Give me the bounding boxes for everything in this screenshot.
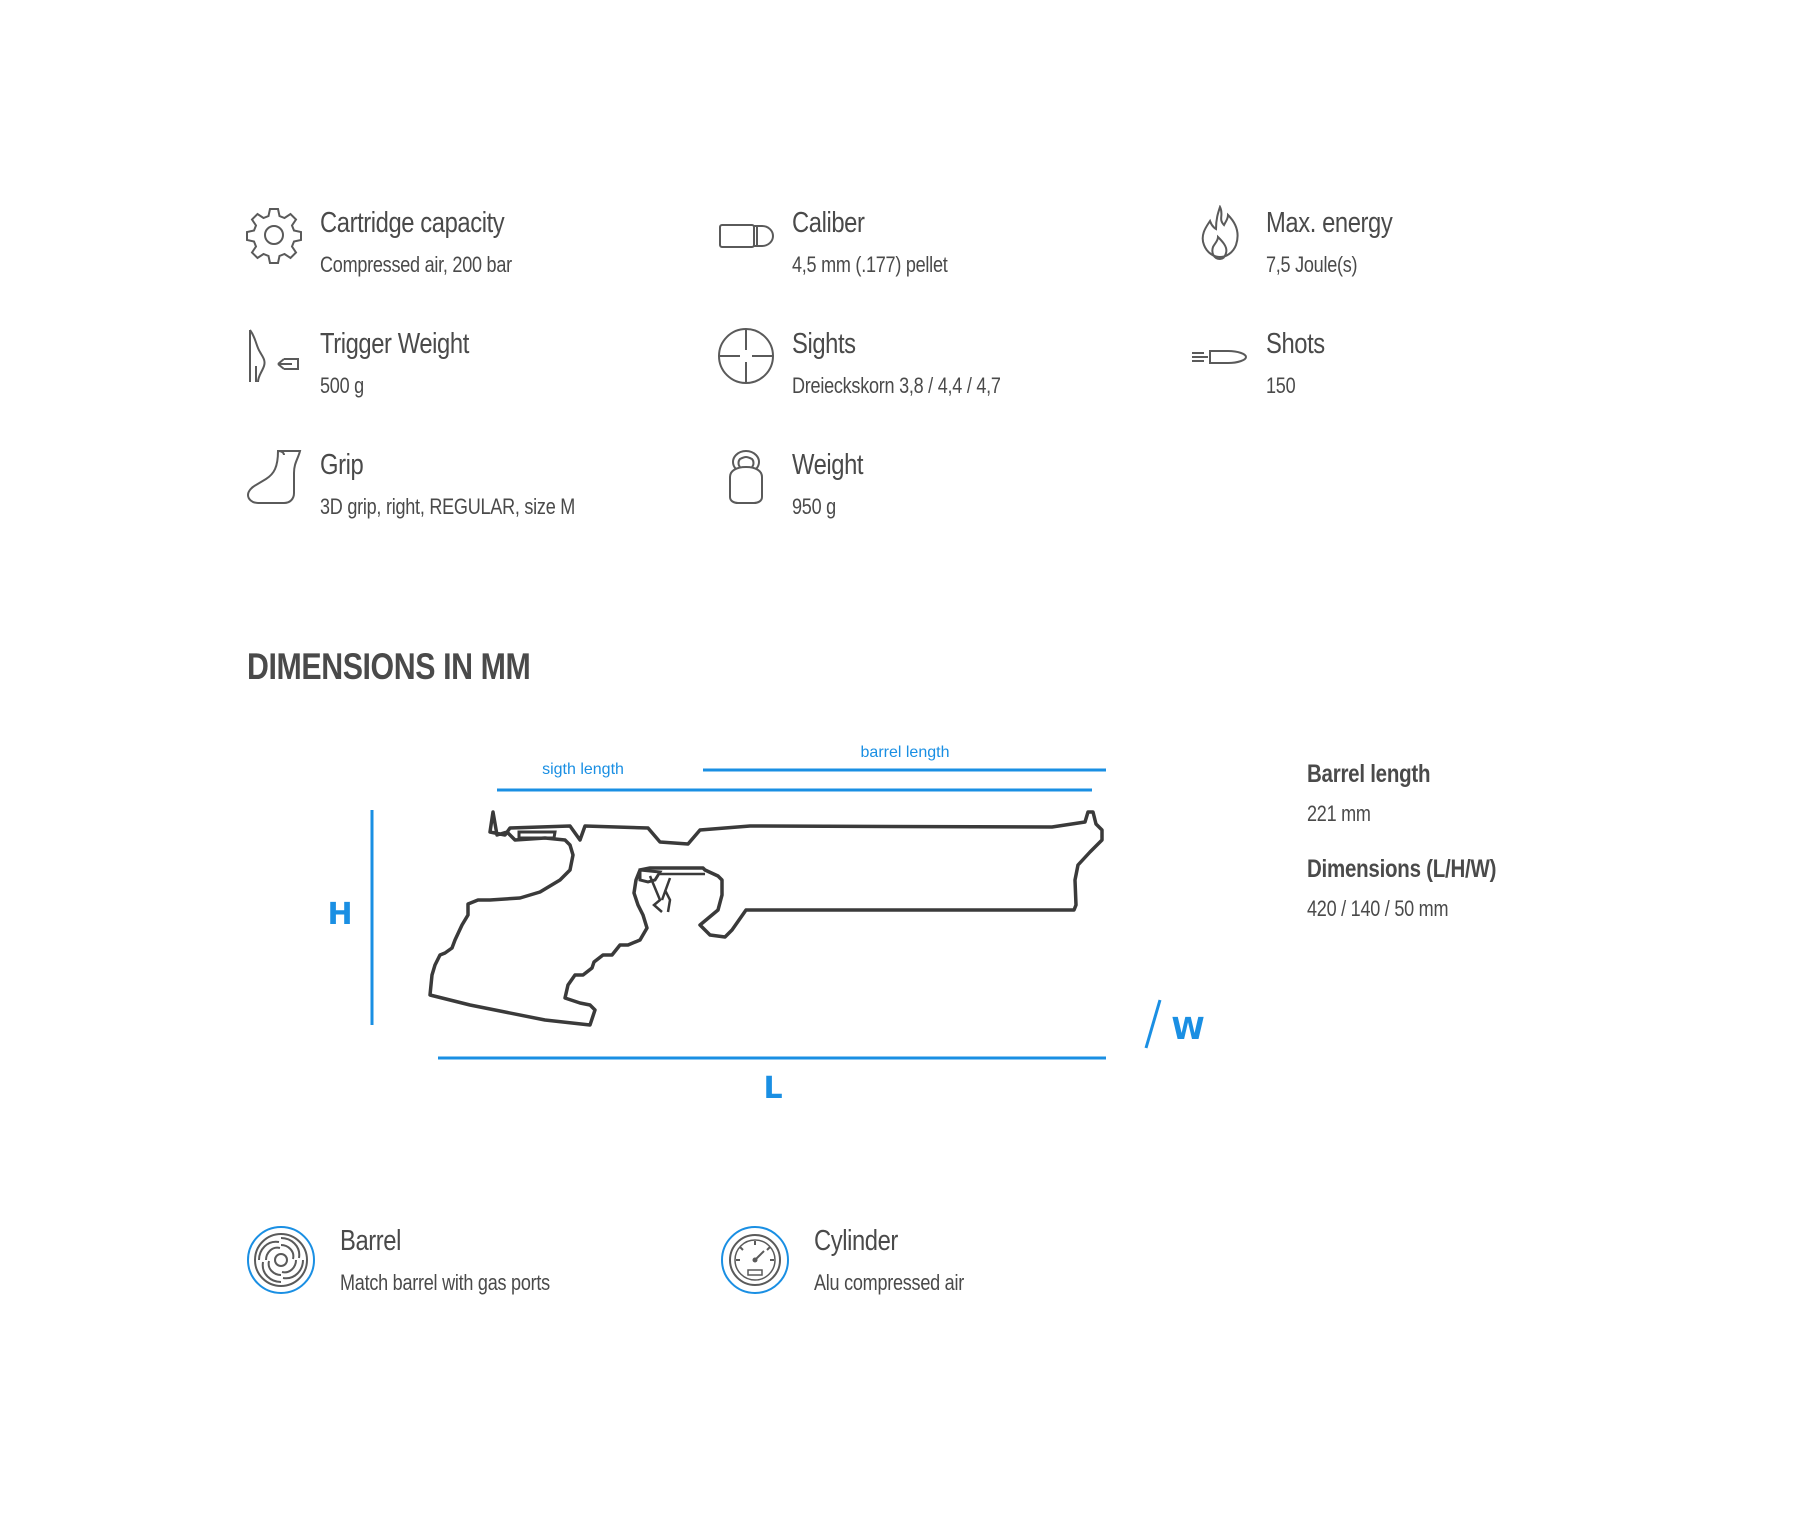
barrel-length-info [1307,760,1457,827]
spec-value: 4,5 mm (.177) pellet [792,252,948,277]
barrel-length-label: barrel length [860,744,950,761]
spec-title: Cartridge capacity [320,207,505,239]
spec-value: 950 g [792,494,836,519]
feature-value: Alu compressed air [814,1270,964,1295]
length-label: L [763,1071,783,1106]
spec-value: 3D grip, right, REGULAR, size M [320,494,576,519]
spec-title: Trigger Weight [320,328,469,360]
spec-value: 150 [1266,373,1296,398]
dimensions-title: Dimensions (L/H/W) [1307,855,1497,883]
spec-title: Grip [320,449,364,481]
section-title: DIMENSIONS IN MM [247,646,531,687]
spec-title: Caliber [792,207,865,239]
feature-barrel [246,1225,596,1296]
height-label: H [327,897,353,932]
spec-title: Sights [792,328,856,360]
spec-value: Compressed air, 200 bar [320,252,512,277]
dimensions-info [1307,855,1538,922]
pistol-outline [430,812,1102,1025]
spec-value: 7,5 Joule(s) [1266,252,1358,277]
feature-value: Match barrel with gas ports [340,1270,550,1295]
feature-title: Barrel [340,1225,401,1257]
feature-cylinder [720,1225,997,1296]
spec-title: Shots [1266,328,1325,360]
sight-length-label: sigth length [542,761,624,778]
gauge-icon [720,1225,790,1295]
width-slash [1146,1000,1160,1048]
barrel-length-title: Barrel length [1307,760,1431,788]
spec-title: Max. energy [1266,207,1393,239]
spec-value: 500 g [320,373,364,398]
spec-title: Weight [792,449,864,481]
barrel-length-value: 221 mm [1307,801,1371,826]
dimensions-value: 420 / 140 / 50 mm [1307,896,1449,921]
spec-value: Dreieckskorn 3,8 / 4,4 / 4,7 [792,373,1001,398]
feature-title: Cylinder [814,1225,898,1257]
rifling-icon [246,1225,316,1295]
width-label: W [1171,1012,1205,1047]
